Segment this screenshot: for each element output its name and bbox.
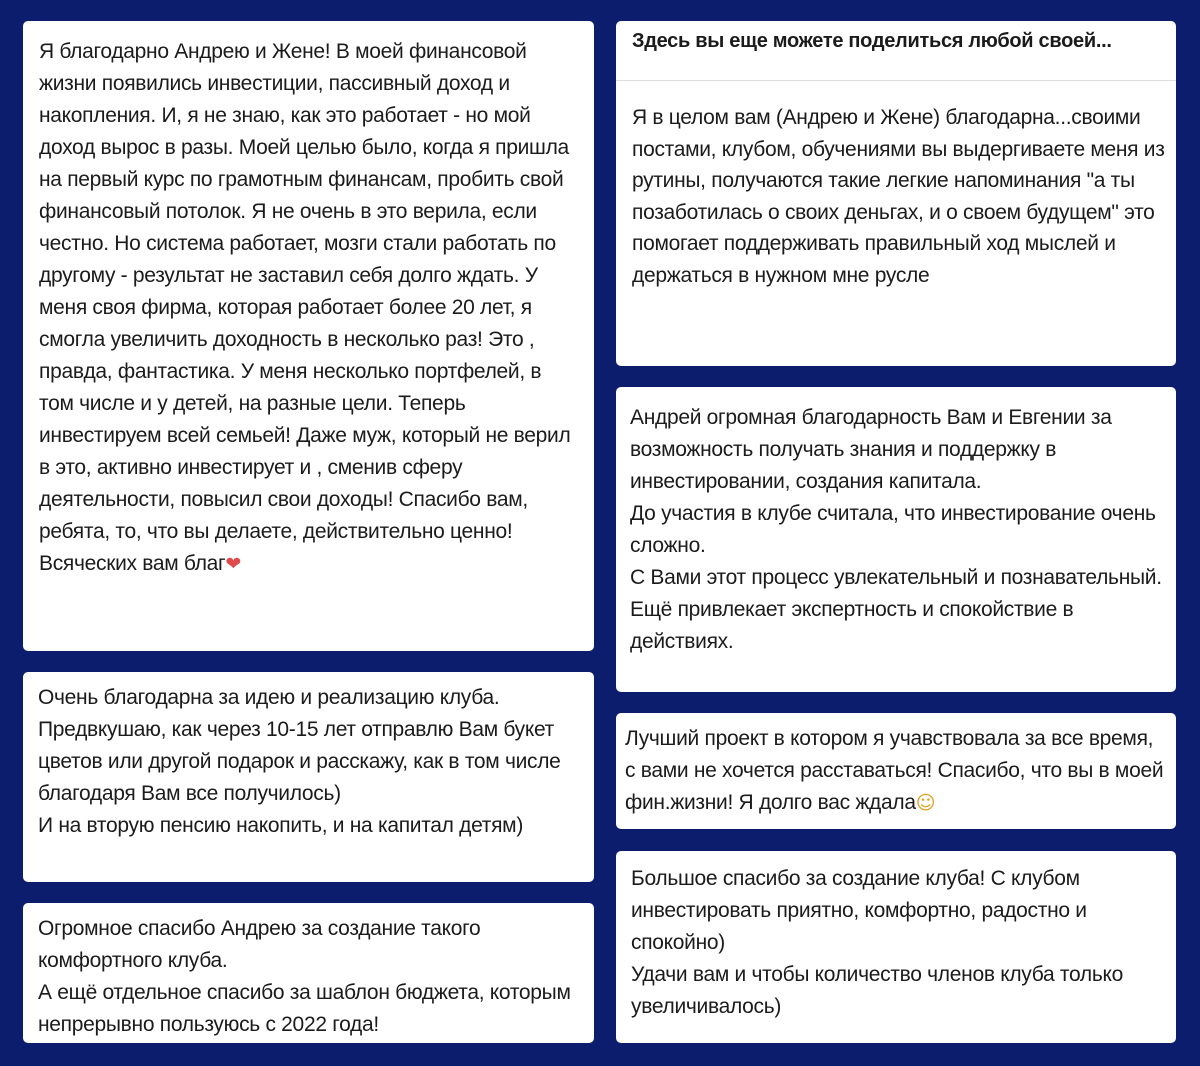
- review-card: [616, 21, 1176, 366]
- review-text: Большое спасибо за создание клуба! С клубом инвестировать приятно, комфортно, радостно и спокойно): [631, 867, 1087, 954]
- review-text: Лучший проект в котором я учавствовала за все время, с вами не хочется расставаться! Спасибо, что вы в моей фин.жизни! Я долго вас ждала☺: [625, 727, 1164, 814]
- smiling-face-icon: ☺: [915, 792, 936, 814]
- review-card: [23, 672, 594, 882]
- review-text: Андрей огромная благодарность Вам и Евгении за возможность получать знания и поддержку в инвестировании, создания капитала.: [630, 406, 1112, 493]
- review-card: [23, 21, 594, 651]
- review-body: [616, 81, 1176, 291]
- review-card: [23, 903, 594, 1043]
- review-card: [616, 387, 1176, 692]
- review-text: Огромное спасибо Андрею за создание такого комфортного клуба.: [38, 917, 481, 972]
- review-text: А ещё отдельное спасибо за шаблон бюджета, которым непрерывно пользуюсь с 2022 года!: [38, 981, 571, 1036]
- review-text: С Вами этот процесс увлекательный и познавательный.: [630, 566, 1162, 589]
- heart-icon: ❤: [225, 553, 242, 575]
- review-text: И на вторую пенсию накопить, и на капитал детям): [38, 814, 524, 837]
- review-text: Я в целом вам (Андрею и Жене) благодарна...своими постами, клубом, обучениями вы выдергиваете меня из рутины, получаются такие легкие напоминания "а ты позаботилась о своих деньгах, и о своем будущем" это помогает поддерживать правильный ход мыслей и держаться в нужном мне русле: [632, 106, 1165, 287]
- review-text: До участия в клубе считала, что инвестирование очень сложно.: [630, 502, 1156, 557]
- review-text: Я благодарно Андрею и Жене! В моей финансовой жизни появились инвестиции, пассивный доход и накопления. И, я не знаю, как это работает - но мой доход вырос в разы. Моей целью было, когда я пришла на первый курс по грамотным финансам, пробить свой финансовый потолок. Я не очень в это верила, если честно. Но система работает, мозги стали работать по другому - результат не заставил себя долго ждать. У меня своя фирма, которая работает более 20 лет, я смогла увеличить доходность в несколько раз! Это , правда, фантастика. У меня несколько портфелей, в том числе и у детей, на разные цели. Теперь инвестируем всей семьей! Даже муж, который не верил в это, активно инвестирует и , сменив сферу деятельности, повысил свои доходы! Спасибо вам, ребята, то, что вы делаете, действительно ценно! Всяческих вам благ❤: [39, 40, 571, 575]
- review-card: [616, 851, 1176, 1043]
- review-text: Очень благодарна за идею и реализацию клуба. Предвкушаю, как через 10-15 лет отправлю Вам букет цветов или другой подарок и расскажу, как в том числе благодаря Вам все получилось): [38, 686, 561, 805]
- review-text: Ещё привлекает экспертность и спокойствие в действиях.: [630, 598, 1074, 653]
- review-card: [616, 713, 1176, 829]
- review-text: Удачи вам и чтобы количество членов клуба только увеличивалось): [631, 963, 1123, 1018]
- question-header: Здесь вы еще можете поделиться любой своей...: [616, 21, 1176, 81]
